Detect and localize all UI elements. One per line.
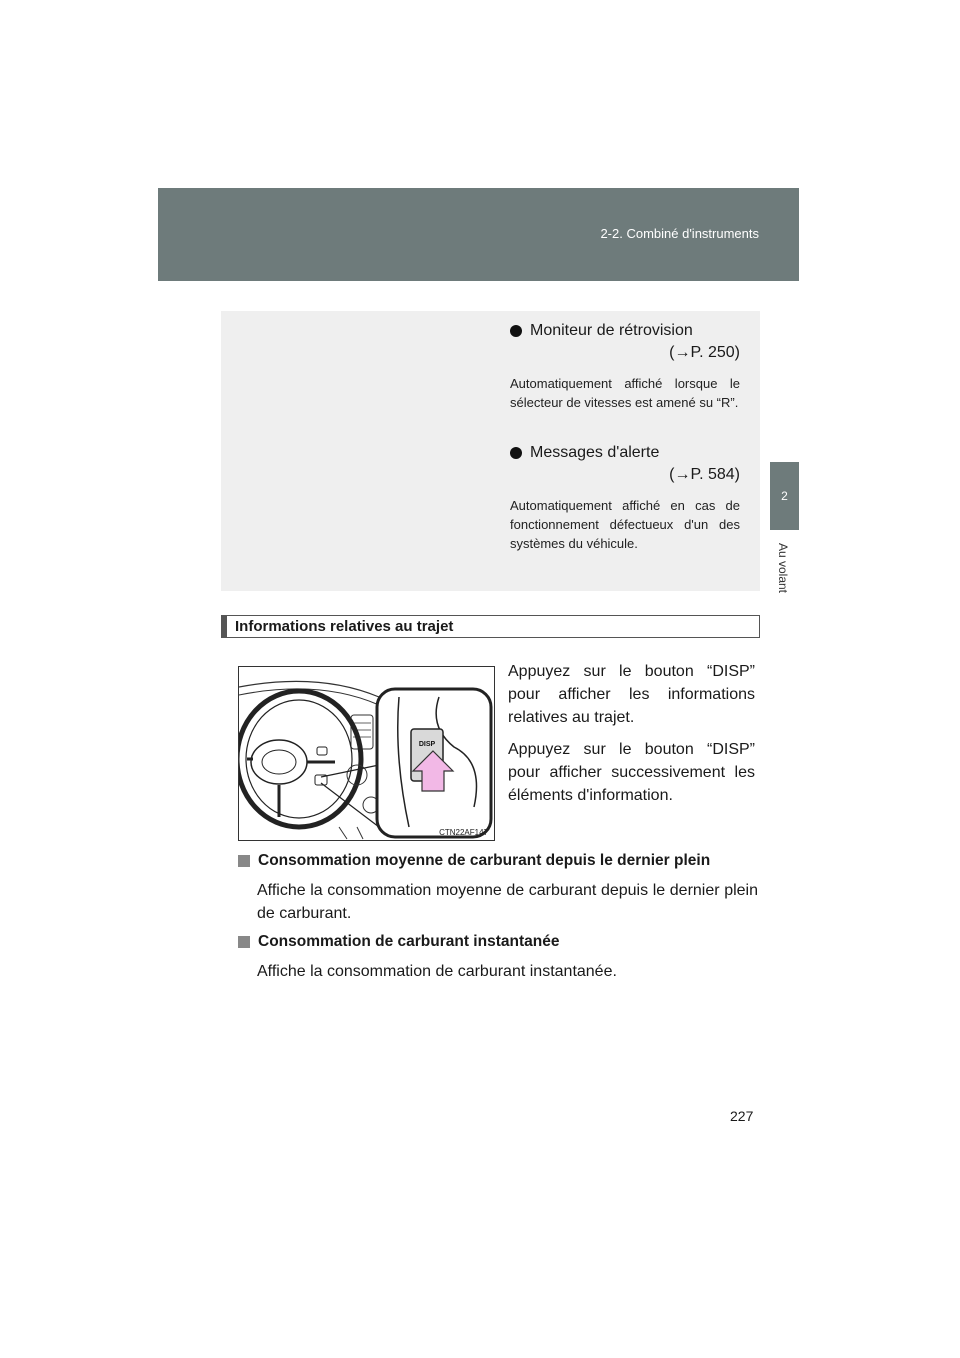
section-title: Informations relatives au trajet bbox=[235, 618, 454, 635]
instruction-paragraph: Appuyez sur le bouton “DISP” pour afficher les informations relatives au trajet. bbox=[508, 663, 755, 726]
figure-code: CTN22AF147 bbox=[439, 828, 488, 837]
bullet-description: Automatiquement affiché en cas de fonctionnement défectueux d'un des systèmes du véhicule. bbox=[510, 498, 740, 551]
dashboard-illustration bbox=[238, 666, 495, 841]
bullet-description: Automatiquement affiché lorsque le sélecteur de vitesses est amené su “R”. bbox=[510, 376, 740, 410]
steering-wheel-disp-illustration bbox=[239, 667, 494, 840]
sub-item-average-consumption bbox=[238, 852, 758, 925]
sub-item-instant-consumption bbox=[238, 933, 758, 983]
header-band bbox=[158, 188, 799, 281]
bullet-dot-icon bbox=[510, 447, 522, 459]
bullet-item-warning-messages bbox=[510, 442, 740, 553]
chapter-tab bbox=[770, 462, 799, 530]
chapter-label: Au volant bbox=[776, 542, 790, 594]
sub-item-heading: Consommation de carburant instantanée bbox=[258, 933, 560, 950]
square-bullet-icon bbox=[238, 855, 250, 867]
bullet-dot-icon bbox=[510, 325, 522, 337]
square-bullet-icon bbox=[238, 936, 250, 948]
sub-item-body: Affiche la consommation moyenne de carburant depuis le dernier plein de carburant. bbox=[257, 882, 758, 922]
bullet-title: Messages d'alerte bbox=[530, 444, 660, 461]
page-reference: (→P. 584) bbox=[669, 466, 740, 483]
bullet-item-rear-monitor bbox=[510, 320, 740, 412]
page-number: 227 bbox=[730, 1108, 754, 1124]
chapter-section-title: 2-2. Combiné d'instruments bbox=[600, 226, 759, 241]
instruction-paragraph: Appuyez sur le bouton “DISP” pour afficher successivement les éléments d'information. bbox=[508, 741, 755, 804]
section-header bbox=[221, 615, 760, 638]
page-reference: (→P. 250) bbox=[669, 344, 740, 361]
bullet-title: Moniteur de rétrovision bbox=[530, 322, 693, 339]
sub-item-body: Affiche la consommation de carburant instantanée. bbox=[257, 963, 617, 980]
sub-item-heading: Consommation moyenne de carburant depuis le dernier plein bbox=[258, 852, 711, 869]
disp-button-label: DISP bbox=[418, 741, 436, 748]
chapter-number: 2 bbox=[781, 489, 788, 503]
